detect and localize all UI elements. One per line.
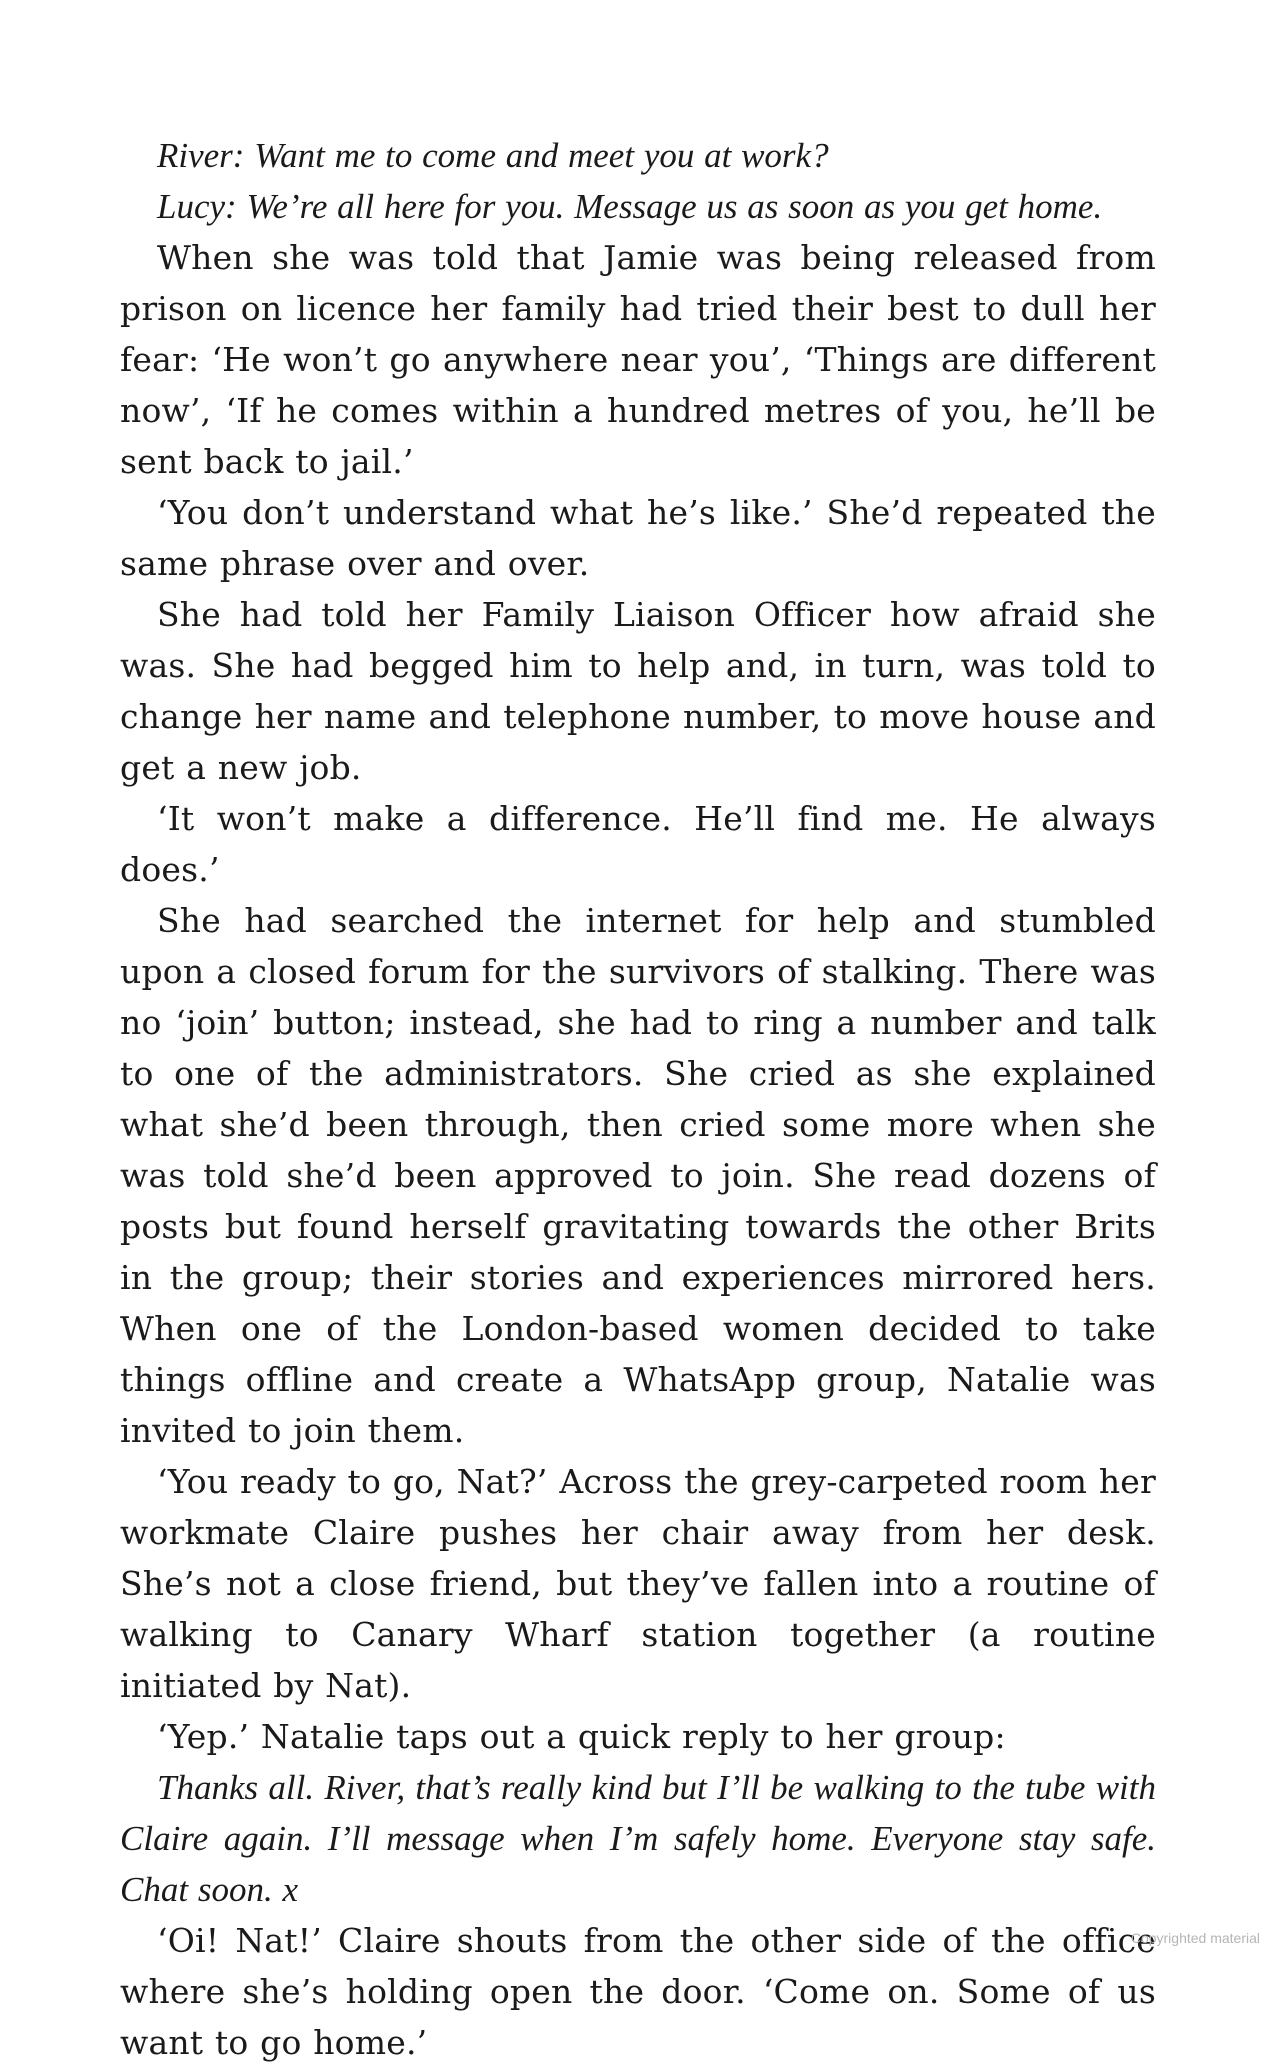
paragraph-forum: She had searched the internet for help and stumbled upon a closed forum for the survivors of stalking. There was no ‘join’ button; instead, she had to ring a number and talk to one of the administrators. She cried as she explained what she’d been through, then cried some more when she was told she’d been approved to join. She read dozens of posts but found herself gravitating towards the other Brits in the group; their stories and experiences mirrored hers. When one of the London-based women decided to take things offline and create a WhatsApp group, Natalie was invited to join them. [120,901,1156,1450]
paragraph-dont-understand: ‘You don’t understand what he’s like.’ She’d repeated the same phrase over and over. [120,493,1156,583]
paragraph-liaison-officer: She had told her Family Liaison Officer how afraid she was. She had begged him to help and, in turn, was told to change her name and telephone number, to move house and get a new job. [120,595,1156,787]
paragraph-claire-ready: ‘You ready to go, Nat?’ Across the grey-carpeted room her workmate Claire pushes her chair away from her desk. She’s not a close friend, but they’ve fallen into a routine of walking to Canary Wharf station together (a routine initiated by Nat). [120,1462,1156,1705]
paragraph-oi-nat: ‘Oi! Nat!’ Claire shouts from the other side of the office where she’s holding open the door. ‘Come on. Some of us want to go home.’ [120,1921,1156,2062]
paragraph-river-message: River: Want me to come and meet you at work? [157,136,829,175]
paragraph-release: When she was told that Jamie was being released from prison on licence her family had tried their best to dull her fear: ‘He won’t go anywhere near you’, ‘Things are different now’, ‘If he comes within a hundred metres of you, he’ll be sent back to jail.’ [120,238,1156,481]
paragraph-reply-message: Thanks all. River, that’s really kind but I’ll be walking to the tube with Claire again. I’ll message when I’m safely home. Everyone stay safe. Chat soon. x [120,1768,1156,1909]
paragraph-find-me: ‘It won’t make a difference. He’ll find me. He always does.’ [120,799,1156,889]
paragraph-lucy-message: Lucy: We’re all here for you. Message us as soon as you get home. [157,187,1103,226]
copyright-watermark: Copyrighted material [1130,1930,1260,1946]
paragraph-yep: ‘Yep.’ Natalie taps out a quick reply to her group: [157,1717,1006,1756]
book-page [120,130,1156,2068]
